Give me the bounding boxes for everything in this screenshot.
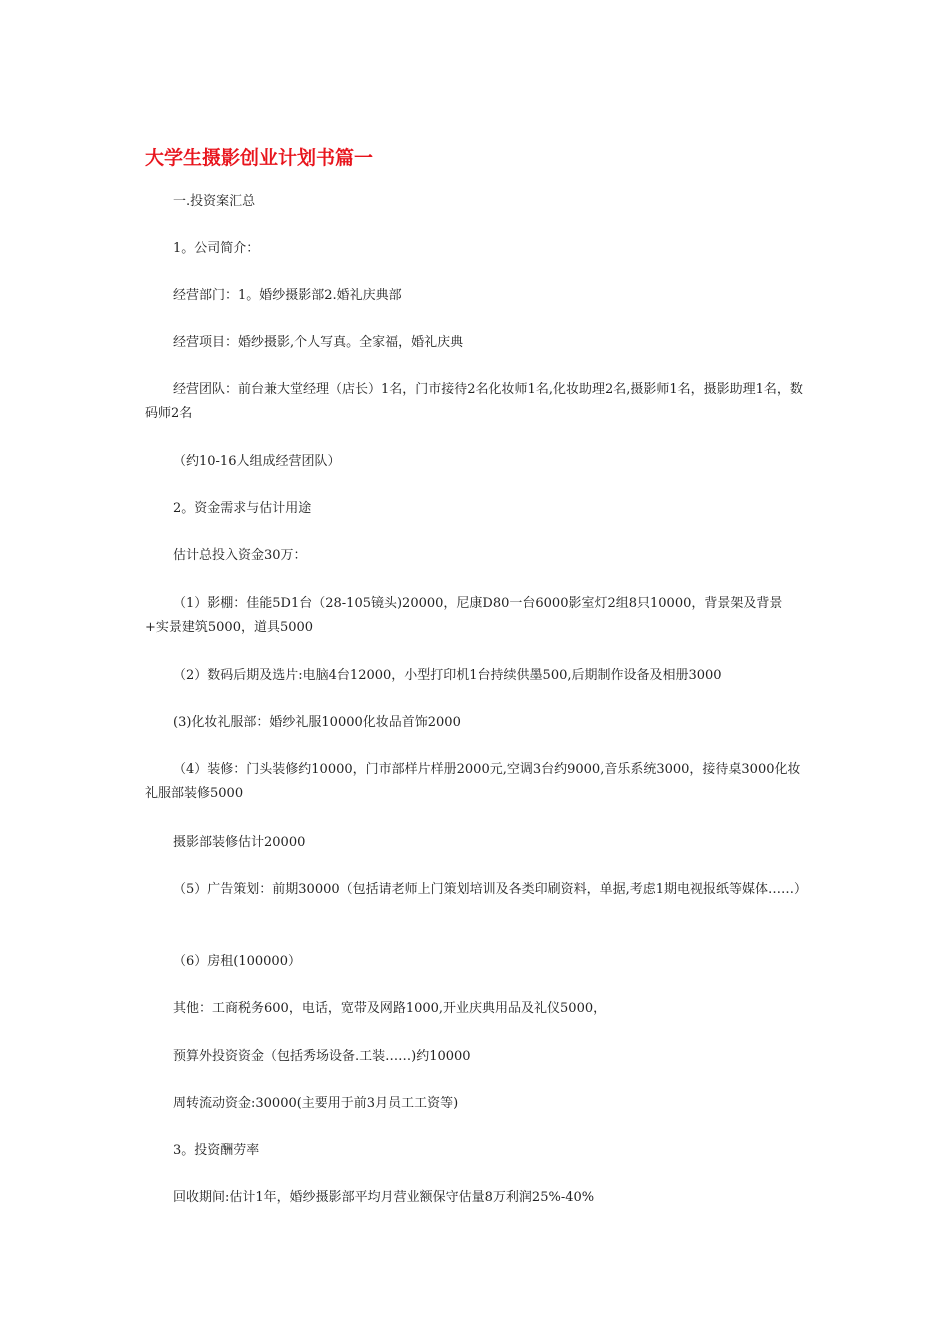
paragraph-working-capital: 周转流动资金:30000(主要用于前3月员工工资等) <box>173 1096 459 1111</box>
paragraph-business-items: 经营项目：婚纱摄影,个人写真。全家福，婚礼庆典 <box>173 335 464 350</box>
subsection-company-intro: 1。公司简介： <box>173 241 260 256</box>
paragraph-extra-budget: 预算外投资资金（包括秀场设备.工装……)约10000 <box>173 1049 471 1064</box>
paragraph-team-size: （约10-16人组成经营团队） <box>173 454 341 469</box>
document-title: 大学生摄影创业计划书篇一 <box>145 147 374 169</box>
paragraph-departments: 经营部门：1。婚纱摄影部2.婚礼庆典部 <box>173 288 402 303</box>
paragraph-total-investment: 估计总投入资金30万： <box>173 548 307 563</box>
paragraph-digital-costs: （2）数码后期及选片:电脑4台12000，小型打印机1台持续供墨500,后期制作设备及相册3000 <box>173 668 722 683</box>
subsection-return-on-investment: 3。投资酬劳率 <box>173 1143 260 1158</box>
paragraph-studio-costs: （1）影棚：佳能5D1台（28-105镜头)20000，尼康D80一台6000影室灯2组8只10000，背景架及背景+实景建筑5000，道具5000 <box>145 596 783 635</box>
paragraph-rent: （6）房租(100000） <box>173 954 301 969</box>
paragraph-payback-period: 回收期间:估计1年，婚纱摄影部平均月营业额保守估量8万利润25%-40% <box>173 1190 595 1205</box>
paragraph-team: 经营团队：前台兼大堂经理（店长）1名，门市接待2名化妆师1名,化妆助理2名,摄影师1名，摄影助理1名，数码师2名 <box>145 382 803 421</box>
paragraph-renovation-costs: （4）装修：门头装修约10000，门市部样片样册2000元,空调3台约9000,音乐系统3000，接待桌3000化妆礼服部装修5000 <box>145 762 801 801</box>
paragraph-other-costs: 其他：工商税务600，电话，宽带及网路1000,开业庆典用品及礼仪5000， <box>173 1001 607 1016</box>
subsection-funding-needs: 2。资金需求与估计用途 <box>173 501 312 516</box>
paragraph-studio-renovation: 摄影部装修估计20000 <box>173 835 306 850</box>
paragraph-makeup-costs: (3)化妆礼服部：婚纱礼服10000化妆品首饰2000 <box>173 715 461 730</box>
section-heading-investment-summary: 一.投资案汇总 <box>173 194 256 209</box>
paragraph-advertising: （5）广告策划：前期30000（包括请老师上门策划培训及各类印刷资料，单据,考虑1期电视报纸等媒体……） <box>173 882 808 897</box>
